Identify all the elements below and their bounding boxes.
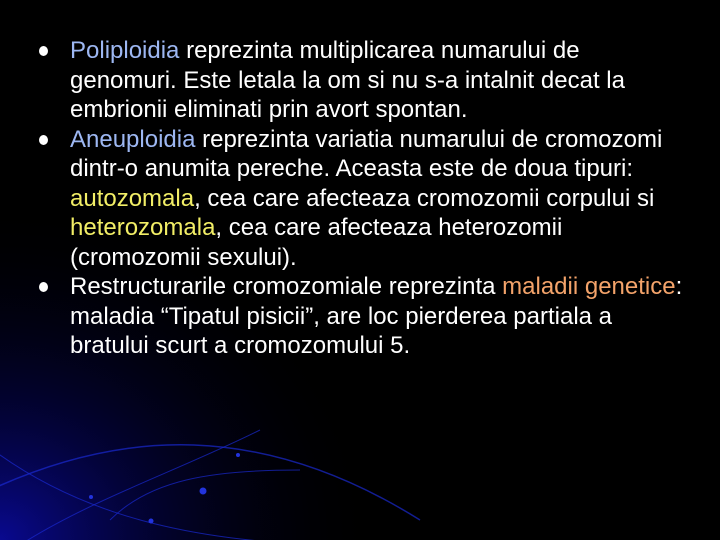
bullet-icon <box>39 282 48 292</box>
bullet-text: reprezinta variatia numarului de cromozomi dintr-o anumita pereche. Aceasta este de doua tipuri: <box>70 125 663 182</box>
list-item <box>36 272 686 361</box>
list-item <box>36 125 686 273</box>
bullet-text: reprezinta multiplicarea numarului de genomuri. Este letala la om si nu s-a intalnit decat la embrionii eliminati prin avort spontan. <box>70 37 625 123</box>
bullet-text: , cea care afecteaza cromozomii corpului si <box>194 184 655 212</box>
term-autozomala: autozomala <box>70 184 195 212</box>
term-aneuploidia: Aneuploidia <box>70 125 196 153</box>
list-item <box>36 36 686 125</box>
slide-content <box>36 36 686 361</box>
bullet-list <box>36 36 686 361</box>
bullet-icon <box>39 46 48 56</box>
bullet-text: , cea care afecteaza heterozomii (cromozomii sexului). <box>70 214 563 271</box>
term-maladii-genetice: maladii genetice <box>502 273 676 300</box>
term-heterozomala: heterozomala <box>70 214 216 241</box>
term-poliploidia: Poliploidia <box>70 37 180 64</box>
bullet-icon <box>39 135 48 145</box>
bullet-text: Restructurarile cromozomiale reprezinta <box>70 273 503 300</box>
bullet-text: : maladia “Tipatul pisicii”, are loc pierderea partiala a bratului scurt a cromozomului 5. <box>70 273 683 359</box>
